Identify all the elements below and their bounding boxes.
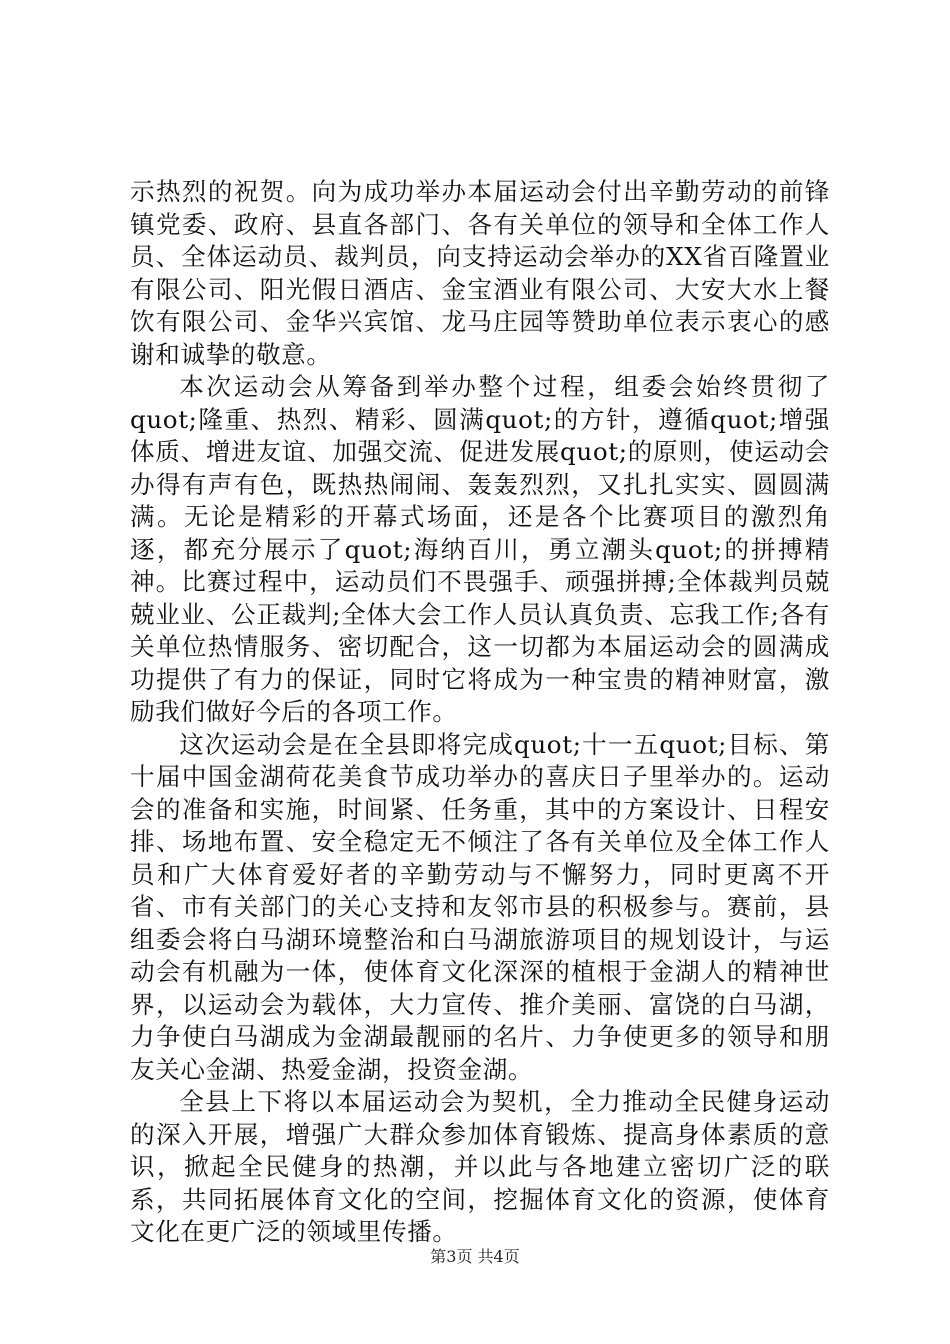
page-number: 第3页	[430, 1247, 473, 1266]
page-total: 共4页	[477, 1247, 520, 1266]
paragraph-2: 本次运动会从筹备到举办整个过程，组委会始终贯彻了quot;隆重、热烈、精彩、圆满quot;的方针，遵循quot;增强体质、增进友谊、加强交流、促进发展quot;的原则，使运动会办得有声有色，既热热闹闹、轰轰烈烈，又扎扎实实、圆圆满满。无论是精彩的开幕式场面，还是各个比赛项目的激烈角逐，都充分展示了quot;海纳百川，勇立潮头quot;的拼搏精神。比赛过程中，运动员们不畏强手、顽强拼搏;全体裁判员兢兢业业、公正裁判;全体大会工作人员认真负责、忘我工作;各有关单位热情服务、密切配合，这一切都为本届运动会的圆满成功提供了有力的保证，同时它将成为一种宝贵的精神财富，激励我们做好今后的各项工作。	[130, 372, 830, 726]
paragraph-4: 全县上下将以本届运动会为契机，全力推动全民健身运动的深入开展，增强广大群众参加体育锻炼、提高身体素质的意识，掀起全民健身的热潮，并以此与各地建立密切广泛的联系，共同拓展体育文化的空间，挖掘体育文化的资源，使体育文化在更广泛的领域里传播。	[130, 1087, 830, 1246]
paragraph-3: 这次运动会是在全县即将完成quot;十一五quot;目标、第十届中国金湖荷花美食节成功举办的喜庆日子里举办的。运动会的准备和实施，时间紧、任务重，其中的方案设计、日程安排、场地布置、安全稳定无不倾注了各有关单位及全体工作人员和广大体育爱好者的辛勤劳动与不懈努力，同时更离不开省、市有关部门的关心支持和友邻市县的积极参与。赛前，县组委会将白马湖环境整治和白马湖旅游项目的规划设计，与运动会有机融为一体，使体育文化深深的植根于金湖人的精神世界，以运动会为载体，大力宣传、推介美丽、富饶的白马湖，力争使白马湖成为金湖最靓丽的名片、力争使更多的领导和朋友关心金湖、热爱金湖，投资金湖。	[130, 729, 830, 1084]
page-footer	[0, 1244, 950, 1267]
document-body	[130, 176, 830, 1249]
paragraph-1: 示热烈的祝贺。向为成功举办本届运动会付出辛勤劳动的前锋镇党委、政府、县直各部门、各有关单位的领导和全体工作人员、全体运动员、裁判员，向支持运动会举办的XX省百隆置业有限公司、阳光假日酒店、金宝酒业有限公司、大安大水上餐饮有限公司、金华兴宾馆、龙马庄园等赞助单位表示衷心的感谢和诚挚的敬意。	[130, 177, 830, 369]
